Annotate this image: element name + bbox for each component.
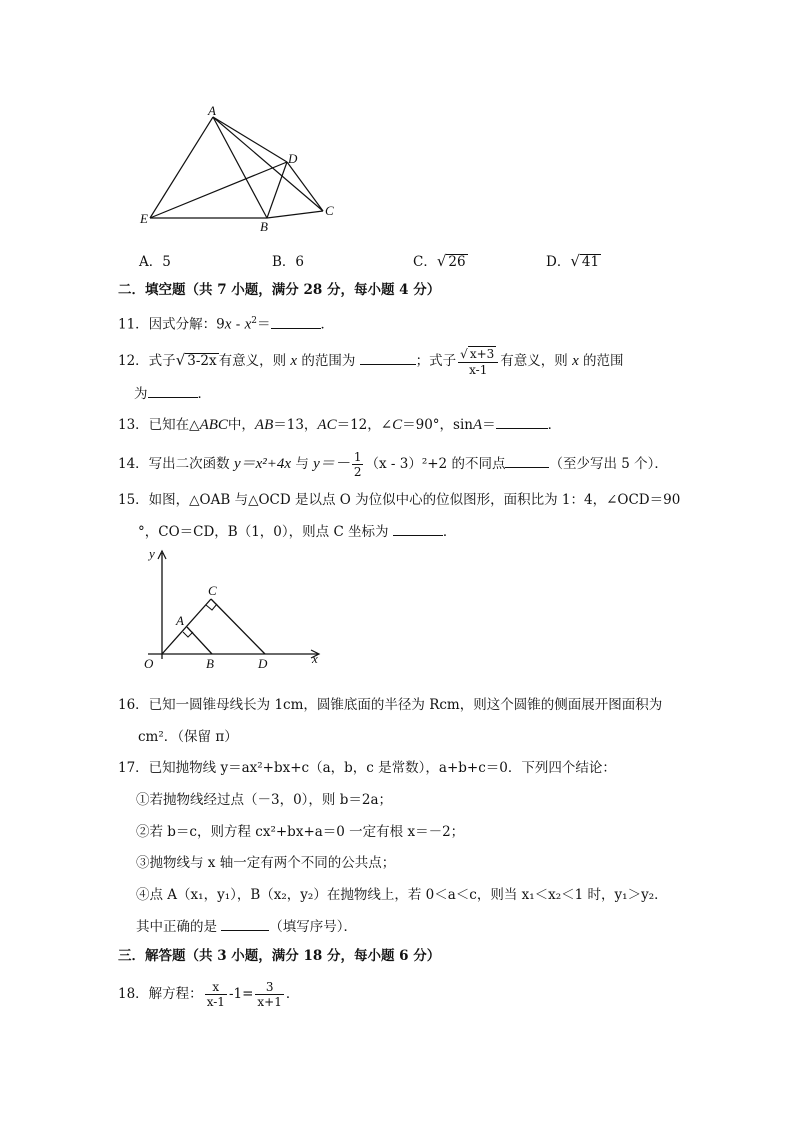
q12-part4: 有意义，则 [500, 353, 573, 369]
q12-frac-num: x+3 [469, 347, 495, 361]
section-3-heading: 三．解答题（共 3 小题，满分 18 分，每小题 6 分） [118, 948, 441, 964]
q18-frac2-den: x+1 [257, 995, 282, 1009]
sqrt-symbol: √ [460, 347, 468, 361]
q11-x2: x [244, 316, 252, 333]
q12-x2: x [572, 353, 579, 369]
q11-answer-blank[interactable] [271, 314, 321, 329]
q17-ans-prefix: 其中正确的是 [136, 919, 222, 935]
question-17-claim-2: ②若 b＝c，则方程 cx²+bx+a＝0 一定有根 x＝－2； [136, 824, 465, 840]
q13-end: ． [547, 417, 562, 433]
q12-radicand: 3-2x [187, 353, 217, 369]
q14-answer-blank[interactable] [505, 453, 549, 468]
q12-answer-blank-2[interactable] [148, 383, 198, 398]
q12-line2-end: ． [197, 386, 211, 402]
q17-answer-blank[interactable] [221, 916, 269, 931]
q14-text3: 的不同点 [447, 456, 506, 472]
q12-part3: ；式子 [415, 353, 457, 369]
q13-text5: ＝90°，sin [402, 417, 473, 433]
q12-line2-prefix: 为 [134, 386, 148, 402]
q11-prefix: 11．因式分解：9 [118, 316, 225, 333]
question-17-answer-line [136, 916, 357, 937]
q14-frac-den: 2 [353, 465, 362, 479]
q13-text2: 中， [227, 417, 255, 433]
option-c-letter: C． [413, 254, 437, 270]
sqrt-symbol: √ [436, 252, 447, 270]
q13-answer-blank[interactable] [496, 414, 548, 429]
segment-ab [187, 627, 212, 654]
label-a: A [208, 105, 216, 118]
label-a: A [176, 613, 184, 628]
edge-ae [150, 117, 213, 218]
q14-func1: y＝x²+4x [233, 456, 292, 472]
q14-text4: （至少写出 5 个）． [549, 456, 668, 472]
q15-line2b: ． [442, 524, 457, 540]
geometry-figure-abcde [135, 105, 345, 235]
q18-frac1-den: x-1 [206, 995, 225, 1009]
label-d: D [288, 151, 298, 166]
label-o: O [144, 656, 154, 671]
label-d: D [258, 656, 268, 671]
question-18 [118, 980, 299, 1009]
option-d-letter: D． [546, 254, 571, 270]
q14-fraction [352, 450, 364, 479]
q14-func2a: y＝－ [313, 456, 350, 472]
q13-a: A [472, 417, 483, 433]
right-angle-marker-c [206, 604, 217, 610]
q14-frac-num: 1 [353, 450, 362, 464]
axis-label-x: x [312, 651, 318, 666]
q18-prefix: 18．解方程： [118, 986, 203, 1002]
q12-part5: 的范围 [578, 353, 624, 369]
question-17-claim-1: ①若抛物线经过点（－3，0），则 b＝2a； [136, 792, 392, 808]
edge-ab [213, 117, 267, 218]
q14-text1: 14．写出二次函数 [118, 456, 234, 472]
q12-x1: x [290, 353, 298, 369]
q12-frac-den: x-1 [469, 363, 488, 377]
edge-ad [213, 117, 287, 162]
q12-part1: 有意义，则 [218, 353, 291, 369]
q12-fraction [458, 346, 498, 377]
question-13 [118, 414, 561, 435]
label-b: B [260, 219, 268, 234]
question-15-line1: 15．如图，△OAB 与△OCD 是以点 O 为位似中心的位似图形，面积比为 1：4，∠OCD＝90 [118, 492, 681, 508]
question-17-claim-3: ③抛物线与 x 轴一定有两个不同的公共点； [136, 855, 396, 871]
q18-fraction-2 [255, 980, 283, 1009]
option-b [272, 250, 304, 270]
option-a [139, 250, 171, 270]
q13-text3: ＝13， [273, 417, 318, 433]
question-16-line1: 16．已知一圆锥母线长为 1cm，圆锥底面的半径为 Rcm，则这个圆锥的侧面展开图面积为 [118, 697, 663, 713]
q11-mid: - [231, 316, 245, 333]
q13-ac: AC [317, 417, 337, 433]
label-b: B [206, 656, 214, 671]
q11-end: ． [320, 316, 335, 333]
question-17-line1: 17．已知抛物线 y＝ax²+bx+c（a，b，c 是常数），a+b+c＝0．下列四个结论： [118, 760, 616, 776]
q12-part2: 的范围为 [297, 353, 360, 369]
edge-ac [213, 117, 323, 211]
sqrt-symbol: √ [175, 351, 186, 369]
edge-dc [287, 162, 323, 211]
q12-prefix: 12．式子 [118, 353, 176, 369]
edge-bc [267, 211, 323, 218]
label-c: C [208, 583, 217, 598]
question-12-line2 [134, 383, 211, 404]
option-b-letter: B． [272, 254, 296, 270]
q15-answer-blank[interactable] [393, 521, 443, 536]
q13-c: C [392, 417, 403, 433]
q13-ab: AB [254, 417, 274, 433]
question-12 [118, 346, 624, 377]
section-2-heading: 二．填空题（共 7 小题，满分 28 分，每小题 4 分） [118, 282, 441, 298]
q18-fraction-1 [205, 980, 227, 1009]
q13-text6: ＝ [482, 417, 496, 433]
q13-abc: ABC [199, 417, 228, 433]
q18-frac2-num: 3 [255, 980, 283, 995]
option-a-value: 5 [162, 254, 171, 270]
edge-db [267, 162, 287, 218]
q13-text1: 13．已知在△ [118, 417, 200, 433]
option-c [413, 250, 468, 270]
q14-text2: 与 [291, 456, 314, 472]
coordinate-figure-ocd [138, 545, 328, 675]
label-c: C [325, 203, 334, 218]
q15-line2a: °，CO＝CD，B（1，0），则点 C 坐标为 [138, 524, 393, 540]
question-11 [118, 311, 334, 335]
option-d [546, 250, 601, 270]
question-16-line2: cm²．（保留 π） [138, 729, 238, 745]
sqrt-symbol: √ [570, 252, 580, 270]
q13-text4: ＝12，∠ [336, 417, 393, 433]
q11-exp: 2 [251, 316, 258, 326]
question-14 [118, 450, 668, 479]
option-c-value: 26 [448, 254, 466, 270]
q18-end: ． [285, 986, 300, 1002]
label-e: E [140, 211, 148, 226]
option-a-letter: A． [139, 254, 163, 270]
q14-func2b: （x - 3）²+2 [365, 456, 448, 472]
q17-ans-suffix: （填写序号）． [269, 919, 358, 935]
segment-cd [211, 599, 265, 654]
question-15-line2 [138, 521, 456, 542]
axis-label-y: y [149, 546, 155, 561]
question-17-claim-4: ④点 A（x₁，y₁），B（x₂，y₂）在抛物线上，若 0＜a＜c，则当 x₁＜x₂＜1 时，y₁＞y₂． [136, 887, 668, 903]
option-b-value: 6 [295, 254, 305, 270]
q11-x1: x [224, 316, 232, 333]
q18-mid: -1= [228, 986, 254, 1002]
q18-frac1-num: x [205, 980, 227, 995]
q12-answer-blank-1[interactable] [360, 350, 416, 365]
option-d-value: 41 [581, 254, 600, 270]
q11-eq: ＝ [257, 316, 271, 333]
edge-ed [150, 162, 287, 218]
